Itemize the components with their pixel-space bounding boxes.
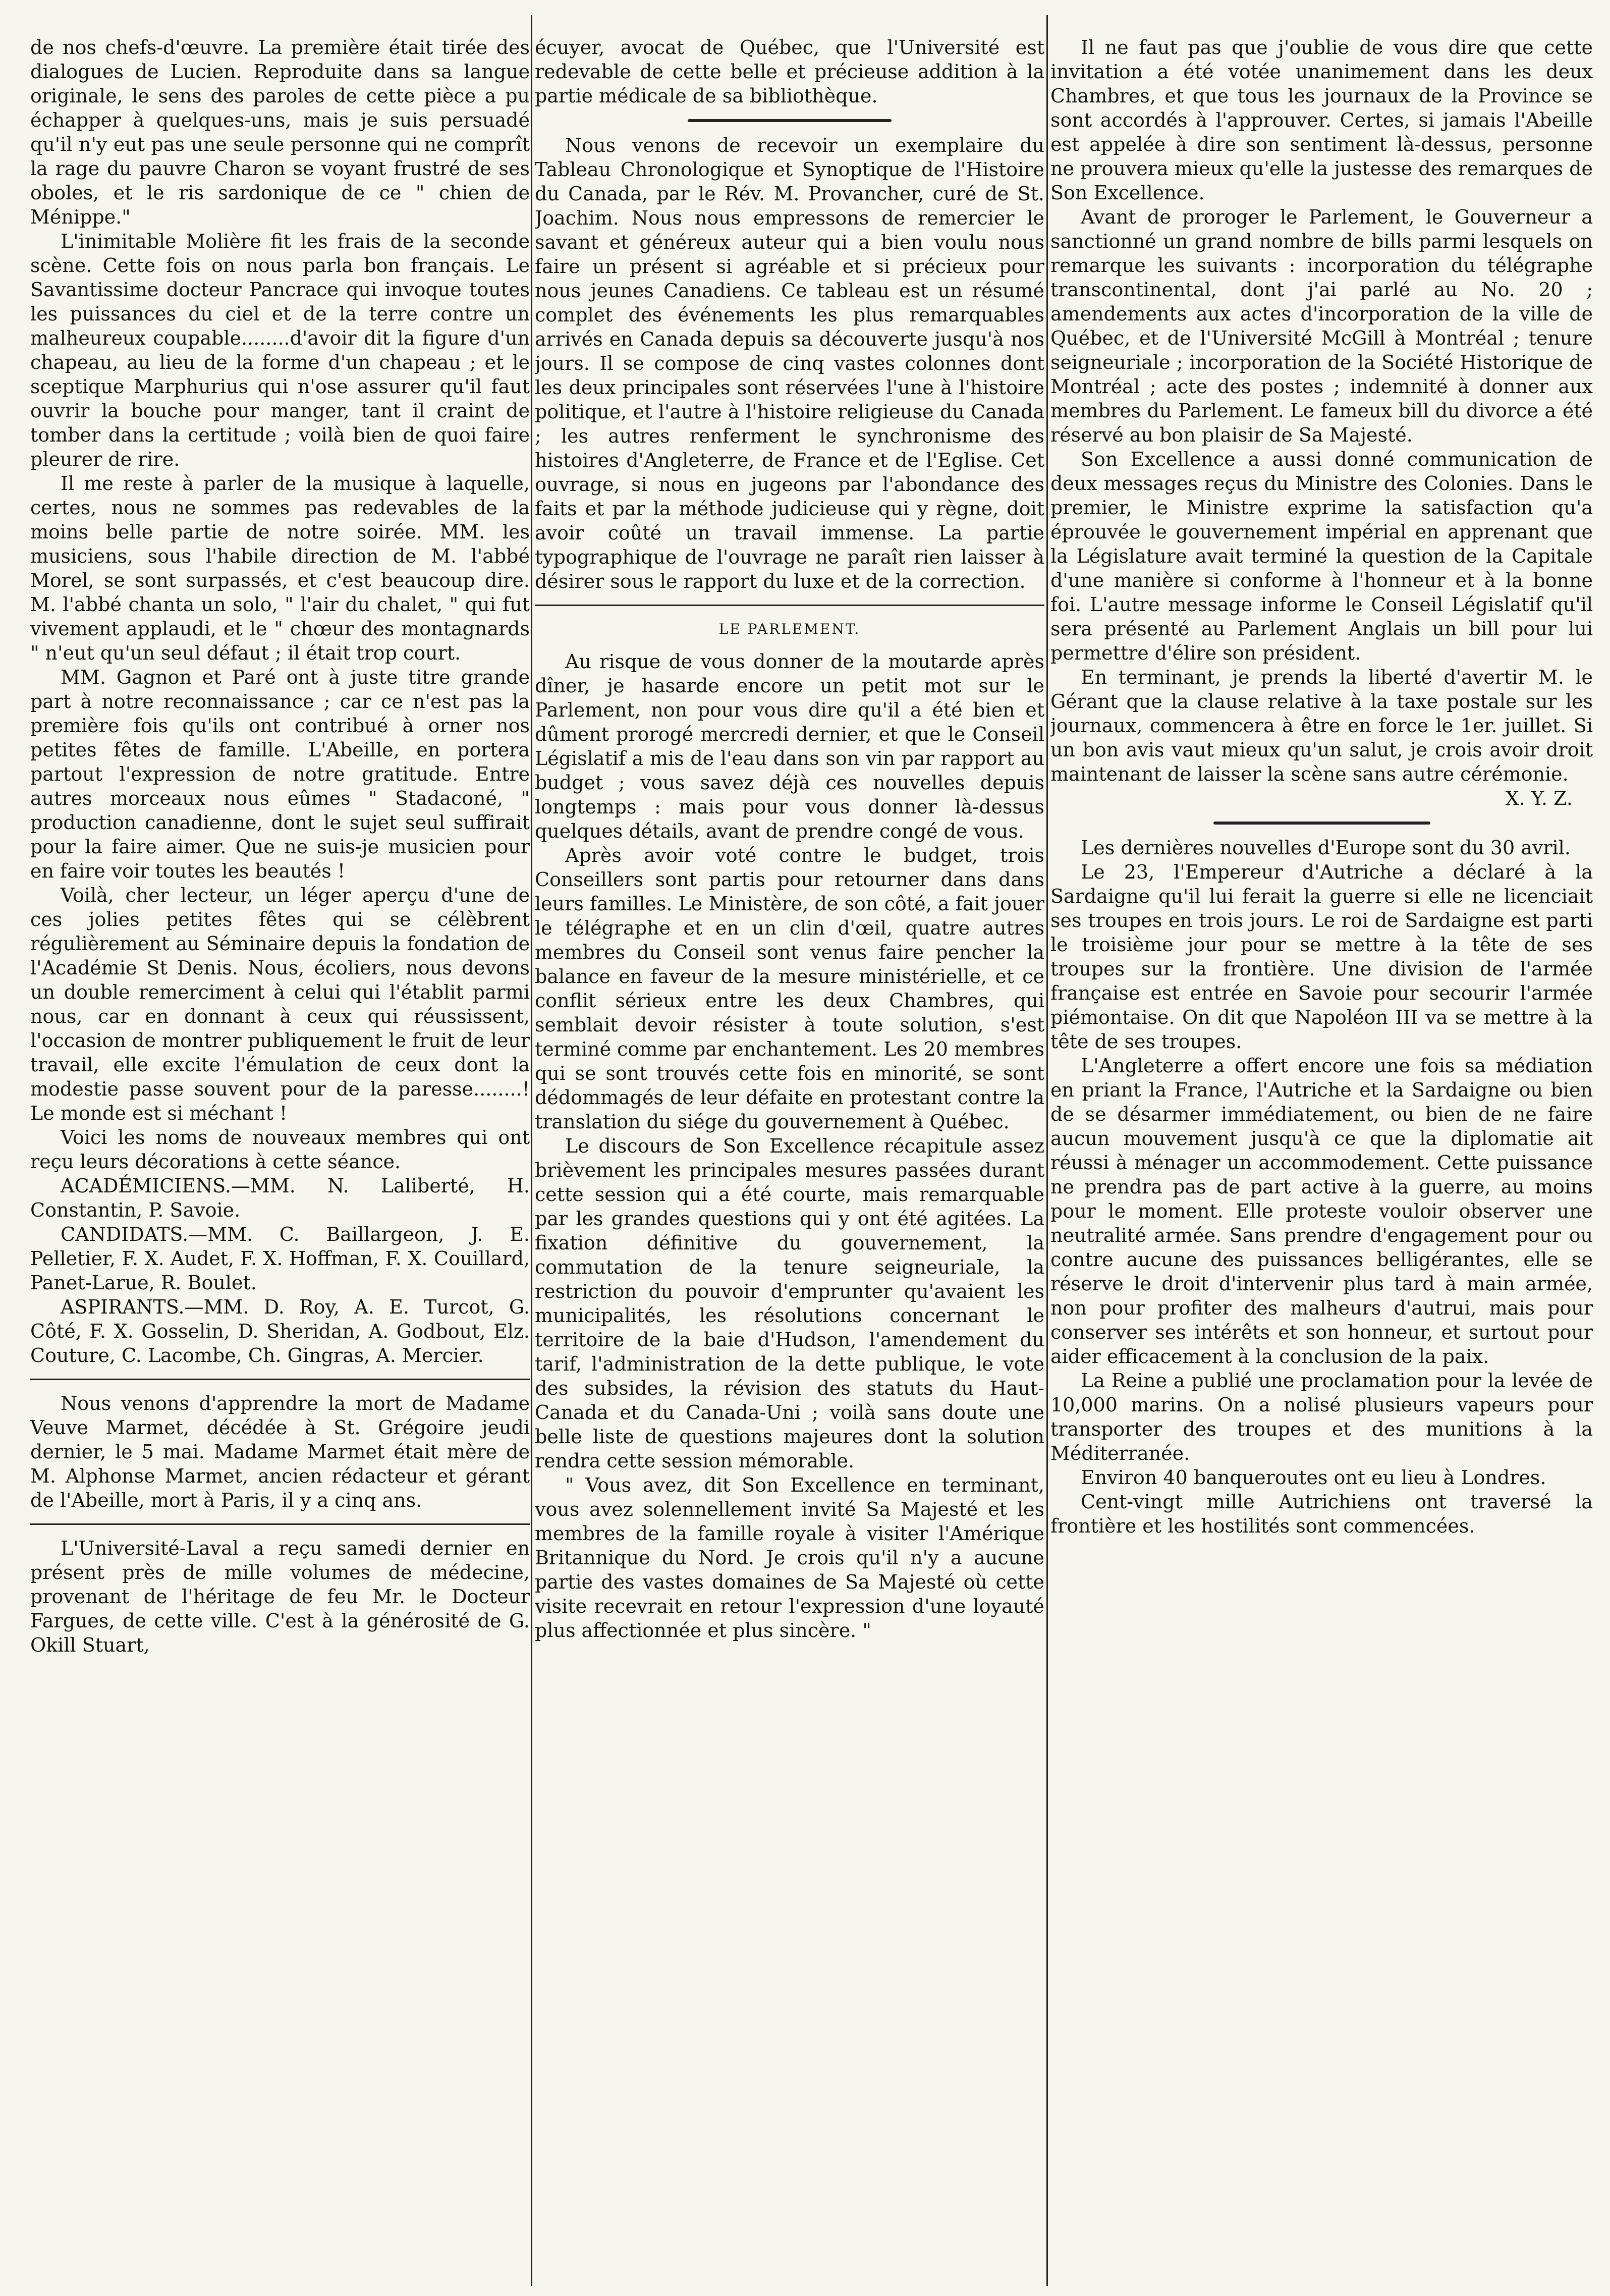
paragraph: L'inimitable Molière fit les frais de la seconde scène. Cette fois on nous parla bon français. Le Savantissime docteur Pancrace qui invoque toutes les puissances du ciel et de la terre contre un malheureux coupable........d'avoir dit la figure d'un chapeau, au lieu de la forme d'un chapeau ; et le sceptique Marphurius qui n'ose assurer qu'il faut ouvrir la bouche pour manger, tant il craint de tomber dans la certitude ; voilà bien de quoi faire pleurer de rire. — [30, 230, 530, 470]
column-2 — [535, 0, 1044, 2296]
signature: X. Y. Z. — [1505, 787, 1573, 809]
paragraph: MM. Gagnon et Paré ont à juste titre grande part à notre reconnaissance ; car ce n'est pas la première fois qu'ils ont contribué à orner nos petites fêtes de famille. L'Abeille, en portera partout l'expression de notre gratitude. Entre autres morceaux nous eûmes " Stadaconé, " production canadienne, dont le sujet seul suffirait pour la faire aimer. Que ne suis-je musicien pour en faire voir toutes les beautés ! — [30, 666, 530, 882]
candidats-list: CANDIDATS.—MM. C. Baillargeon, J. E. Pelletier, F. X. Audet, F. X. Hoffman, F. X. Couillard, Panet-Larue, R. Boulet. — [30, 1223, 530, 1294]
section-divider — [535, 605, 1044, 606]
paragraph: Le discours de Son Excellence récapitule assez brièvement les principales mesures passées durant cette session qui a été courte, mais remarquable par les grandes questions qui y ont été agitées. La fixation définitive du gouvernement, la commutation de la tenure seigneuriale, la restriction du pouvoir d'emprunter qu'avaient les municipalités, les résolutions concernant le territoire de la baie d'Hudson, l'amendement du tarif, l'administration de la dette publique, le vote des subsides, la révision des statuts du Haut-Canada et du Canada-Uni ; voilà sans doute une belle liste de questions majeures dont la solution rendra cette session mémorable. — [535, 1135, 1044, 1472]
paragraph: La Reine a publié une proclamation pour la levée de 10,000 marins. On a nolisé plusieurs vapeurs pour transporter des troupes et des munitions à la Méditerranée. — [1050, 1370, 1593, 1464]
paragraph: Il ne faut pas que j'oublie de vous dire que cette invitation a été votée unanimement dans les deux Chambres, et que tous les journaux de la Province se sont accordés à l'approuver. Certes, si jamais l'Abeille est appelée à dire son sentiment là-dessus, personne ne prouvera mieux qu'elle la justesse des remarques de Son Excellence. — [1050, 36, 1593, 204]
section-divider — [1213, 822, 1430, 825]
paragraph: Cent-vingt mille Autrichiens ont traversé la frontière et les hostilités sont commencées. — [1050, 1491, 1593, 1537]
paragraph: Au risque de vous donner de la moutarde après dîner, je hasarde encore un petit mot sur le Parlement, non pour vous dire qu'il a été bien et dûment prorogé mercredi dernier, et que le Conseil Législatif a mis de l'eau dans son vin par rapport au budget ; vous savez déjà ces nouvelles depuis longtemps : mais pour vous donner là-dessus quelques détails, avant de prendre congé de vous. — [535, 650, 1044, 842]
paragraph: Nous venons d'apprendre la mort de Madame Veuve Marmet, décédée à St. Grégoire jeudi dernier, le 5 mai. Madame Marmet était mère de M. Alphonse Marmet, ancien rédacteur et gérant de l'Abeille, mort à Paris, il y a cinq ans. — [30, 1392, 530, 1511]
paragraph: Avant de proroger le Parlement, le Gouverneur a sanctionné un grand nombre de bills parmi lesquels on remarque les suivants : incorporation du télégraphe transcontinental, dont j'ai parlé au No. 20 ; amendements aux actes d'incorporation de la ville de Québec, et de l'Université McGill à Montréal ; tenure seigneuriale ; incorporation de la Société Historique de Montréal ; acte des postes ; indemnité à donner aux membres du Parlement. Le fameux bill du divorce a été réservé au bon plaisir de Sa Majesté. — [1050, 206, 1593, 446]
column-rule-1 — [531, 15, 532, 2286]
paragraph: Voici les noms de nouveaux membres qui ont reçu leurs décorations à cette séance. — [30, 1126, 530, 1173]
paragraph: L'Angleterre a offert encore une fois sa médiation en priant la France, l'Autriche et la Sardaigne ou bien de se désarmer immédiatement, ou bien de ne faire aucun mouvement jusqu'à ce que la diplomatie ait réussi à ménager un accommodement. Cette puissance ne prendra pas de part active à la guerre, au moins pour le moment. Elle proteste vouloir observer une neutralité armée. Sans prendre d'engagement pour ou contre aucune des puissances belligérantes, elle se réserve le droit d'intervenir plus tard à main armée, non pour profiter des malheurs d'autrui, mais pour conserver ses intérêts et son honneur, et surtout pour aider efficacement à la conclusion de la paix. — [1050, 1055, 1593, 1368]
section-divider — [30, 1379, 530, 1380]
section-heading: LE PARLEMENT. — [718, 621, 861, 637]
paragraph: Les dernières nouvelles d'Europe sont du 30 avril. — [1081, 837, 1571, 859]
paragraph: L'Université-Laval a reçu samedi dernier en présent près de mille volumes de médecine, provenant de l'héritage de feu Mr. le Docteur Fargues, de cette ville. C'est à la générosité de G. Okill Stuart, — [30, 1537, 530, 1656]
paragraph: Voilà, cher lecteur, un léger aperçu d'une de ces jolies petites fêtes qui se célèbrent régulièrement au Séminaire depuis la fondation de l'Académie St Denis. Nous, écoliers, nous devons un double remerciment à celui qui l'établit parmi nous, car en donnant à ceux qui réussissent, l'occasion de montrer publiquement le fruit de leur travail, elle excite l'émulation de ceux dont la modestie passe souvent pour de la paresse........! Le monde est si méchant ! — [30, 884, 530, 1124]
column-rule-2 — [1046, 15, 1048, 2286]
paragraph: Environ 40 banqueroutes ont eu lieu à Londres. — [1081, 1466, 1546, 1489]
paragraph: écuyer, avocat de Québec, que l'Université est redevable de cette belle et précieuse addition à la partie médicale de sa bibliothèque. — [535, 36, 1044, 107]
column-3 — [1050, 0, 1593, 2296]
aspirants-list: ASPIRANTS.—MM. D. Roy, A. E. Turcot, G. Côté, F. X. Gosselin, D. Sheridan, A. Godbout, Elz. Couture, C. Lacombe, Ch. Gingras, A. Mercier. — [30, 1296, 530, 1366]
paragraph: de nos chefs-d'œuvre. La première était tirée des dialogues de Lucien. Reproduite dans sa langue originale, le sens des paroles de cette pièce a pu échapper à quelques-uns, mais je suis persuadé qu'il n'y eut pas une seule personne qui ne comprît la rage du pauvre Charon se voyant frustré de ses oboles, et le ris sardonique de ce " chien de Ménippe." — [30, 36, 530, 228]
academiciens-list: ACADÉMICIENS.—MM. N. Laliberté, H. Constantin, P. Savoie. — [30, 1175, 530, 1221]
paragraph: Son Excellence a aussi donné communication de deux messages reçus du Ministre des Colonies. Dans le premier, le Ministre exprime la satisfaction qu'a éprouvée le gouvernement impérial en apprenant que la Législature avait terminé la question de la Capitale d'une manière si conforme à l'honneur et à la bonne foi. L'autre message informe le Conseil Législatif qu'il sera présenté au Parlement Anglais un bill pour lui permettre d'élire son président. — [1050, 448, 1593, 664]
section-divider — [30, 1523, 530, 1525]
paragraph: Le 23, l'Empereur d'Autriche a déclaré à la Sardaigne qu'il lui ferait la guerre si elle ne licenciait ses troupes en trois jours. Le roi de Sardaigne est parti le troisième jour pour se mettre à la tête de ses troupes sur la frontière. Une division de l'armée française est entrée en Savoie pour secourir l'armée piémontaise. On dit que Napoléon III va se mettre à la tête de ses troupes. — [1050, 861, 1593, 1053]
column-1 — [30, 0, 530, 2296]
section-divider — [688, 119, 892, 122]
paragraph: En terminant, je prends la liberté d'avertir M. le Gérant que la clause relative à la taxe postale sur les journaux, commencera à être en force le 1er. juillet. Si un bon avis vaut mieux qu'un salut, je crois avoir droit maintenant de laisser la scène sans autre cérémonie. — [1050, 666, 1593, 785]
paragraph: " Vous avez, dit Son Excellence en terminant, vous avez solennellement invité Sa Majesté et les membres de la famille royale à visiter l'Amérique Britannique du Nord. Je crois qu'il n'y a aucune partie des vastes domaines de Sa Majesté où cette visite recevrait en retour l'expression d'une loyauté plus affectionnée et plus sincère. " — [535, 1474, 1044, 1642]
paragraph: Il me reste à parler de la musique à laquelle, certes, nous ne sommes pas redevables de la moins belle partie de notre soirée. MM. les musiciens, sous l'habile direction de M. l'abbé Morel, se sont surpassés, et c'est beaucoup dire. M. l'abbé chanta un solo, " l'air du chalet, " qui fut vivement applaudi, et le " chœur des montagnards " n'eut qu'un seul défaut ; il était trop court. — [30, 472, 530, 664]
paragraph: Après avoir voté contre le budget, trois Conseillers sont partis pour retourner dans dans leurs familles. Le Ministère, de son côté, a fait jouer le télégraphe et en un clin d'œil, quatre autres membres du Conseil sont venus faire pencher la balance en faveur de la mesure ministérielle, et ce conflit sérieux entre les deux Chambres, qui semblait devoir résister à toute solution, s'est terminé comme par enchantement. Les 20 membres qui se sont trouvés cette fois en minorité, se sont dédommagés de leur défaite en protestant contre la translation du siége du gouvernement à Québec. — [535, 844, 1044, 1133]
paragraph: Nous venons de recevoir un exemplaire du Tableau Chronologique et Synoptique de l'Histoire du Canada, par le Rév. M. Provancher, curé de St. Joachim. Nous nous empressons de remercier le savant et généreux auteur qui a bien voulu nous faire un présent si agréable et si précieux pour nous jeunes Canadiens. Ce tableau est un résumé complet des événements les plus remarquables arrivés en Canada depuis sa découverte jusqu'à nos jours. Il se compose de cinq vastes colonnes dont les deux principales sont réservées l'une à l'histoire politique, et l'autre à l'histoire religieuse du Canada ; les autres renferment le synchronisme des histoires d'Angleterre, de France et de l'Eglise. Cet ouvrage, si nous en jugeons par l'abondance des faits et par la méthode judicieuse qui y règne, doit avoir coûté un travail immense. La partie typographique de l'ouvrage ne paraît rien laisser à désirer sous le rapport du luxe et de la correction. — [535, 134, 1044, 592]
